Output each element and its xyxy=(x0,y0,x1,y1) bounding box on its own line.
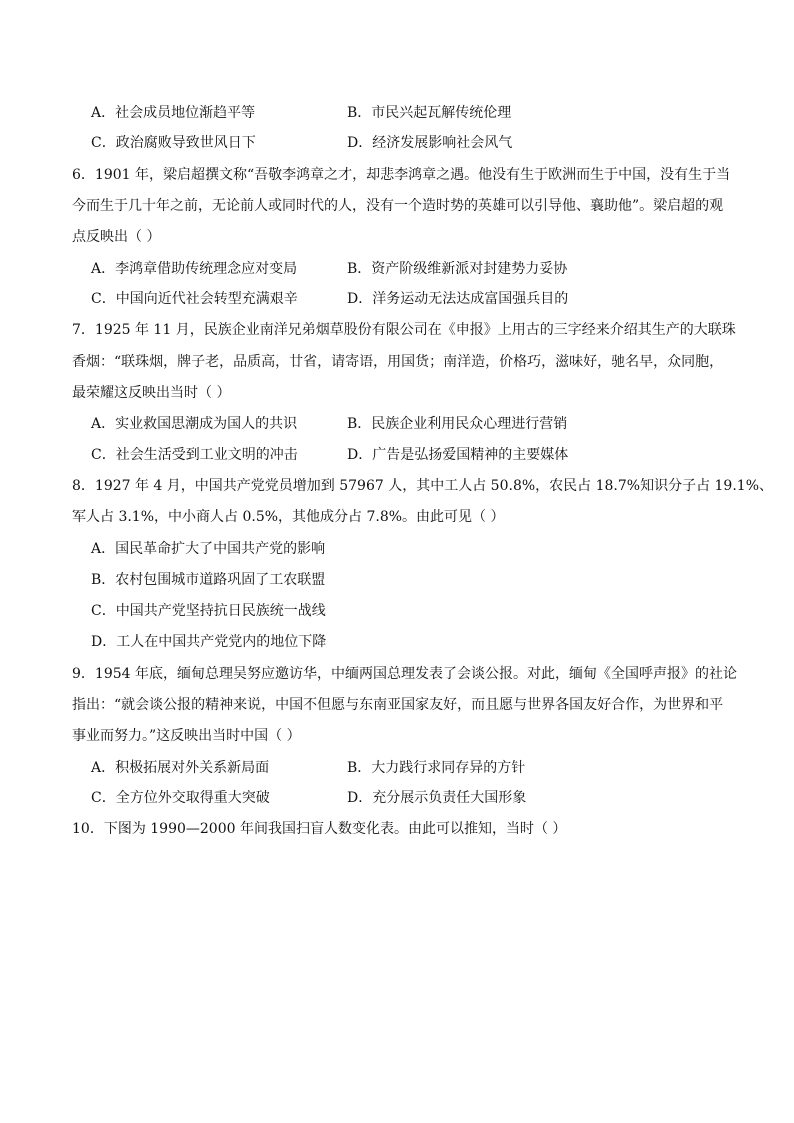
q6-stem-line-3: 点反映出（ ） xyxy=(72,229,161,245)
q6-option-c: C．中国向近代社会转型充满艰辛 xyxy=(91,291,298,307)
q7-stem-line-3: 最荣耀这反映出当时（ ） xyxy=(72,385,231,401)
q9-stem-line-2: 指出：“就会谈公报的精神来说，中国不但愿与东南亚国家友好，而且愿与世界各国友好合作，为世界和平 xyxy=(72,697,724,713)
q7-option-a: A．实业救国思潮成为国人的共识 xyxy=(91,416,298,432)
q8-option-d: D．工人在中国共产党党内的地位下降 xyxy=(91,634,327,650)
q8-stem-line-1: 8．1927 年 4 月，中国共产党党员增加到 57967 人，其中工人占 50.8%，农民占 18.7%知识分子占 19.1%、 xyxy=(72,478,774,494)
q9-stem-line-3: 事业而努力。”这反映出当时中国（ ） xyxy=(72,728,301,744)
prev-option-c: C．政治腐败导致世风日下 xyxy=(91,135,256,151)
q9-option-b: B．大力践行求同存异的方针 xyxy=(347,760,526,776)
prev-option-d: D．经济发展影响社会风气 xyxy=(347,135,513,151)
q9-option-d: D．充分展示负责任大国形象 xyxy=(347,790,527,806)
q10-stem-line-1: 10．下图为 1990—2000 年间我国扫盲人数变化表。由此可以推知，当时（ ） xyxy=(72,821,567,837)
q8-option-c: C．中国共产党坚持抗日民族统一战线 xyxy=(91,603,326,619)
q8-option-b: B．农村包围城市道路巩固了工农联盟 xyxy=(91,572,326,588)
q7-stem-line-1: 7．1925 年 11 月，民族企业南洋兄弟烟草股份有限公司在《申报》上用古的三字经来介绍其生产的大联珠 xyxy=(72,322,736,338)
q6-stem-line-1: 6．1901 年，梁启超撰文称“吾敬李鸿章之才，却悲李鸿章之遇。他没有生于欧洲而生于中国，没有生于当 xyxy=(72,167,731,183)
q8-option-a: A．国民革命扩大了中国共产党的影响 xyxy=(91,541,326,557)
q8-stem-line-2: 军人占 3.1%，中小商人占 0.5%，其他成分占 7.8%。由此可见（ ） xyxy=(72,509,505,525)
prev-option-b: B．市民兴起瓦解传统伦理 xyxy=(347,105,512,121)
q9-stem-line-1: 9．1954 年底，缅甸总理吴努应邀访华，中缅两国总理发表了会谈公报。对此，缅甸《全国呼声报》的社论 xyxy=(72,666,737,682)
q6-option-a: A．李鸿章借助传统理念应对变局 xyxy=(91,261,298,277)
q9-option-c: C．全方位外交取得重大突破 xyxy=(91,790,270,806)
q7-option-c: C．社会生活受到工业文明的冲击 xyxy=(91,447,298,463)
q7-stem-line-2: 香烟：“联珠烟，牌子老，品质高，廿省，请寄语，用国货；南洋造，价格巧，滋味好，驰名早，众同胞， xyxy=(72,354,724,370)
q6-stem-line-2: 今而生于几十年之前，无论前人或同时代的人，没有一个造时势的英雄可以引导他、襄助他”。梁启超的观 xyxy=(72,198,724,214)
q9-option-a: A．积极拓展对外关系新局面 xyxy=(91,760,270,776)
q6-option-b: B．资产阶级维新派对封建势力妥协 xyxy=(347,261,568,277)
q6-option-d: D．洋务运动无法达成富国强兵目的 xyxy=(347,291,569,307)
q7-option-d: D．广告是弘扬爱国精神的主要媒体 xyxy=(347,447,569,463)
q7-option-b: B．民族企业利用民众心理进行营销 xyxy=(347,416,568,432)
prev-option-a: A．社会成员地位渐趋平等 xyxy=(91,105,256,121)
